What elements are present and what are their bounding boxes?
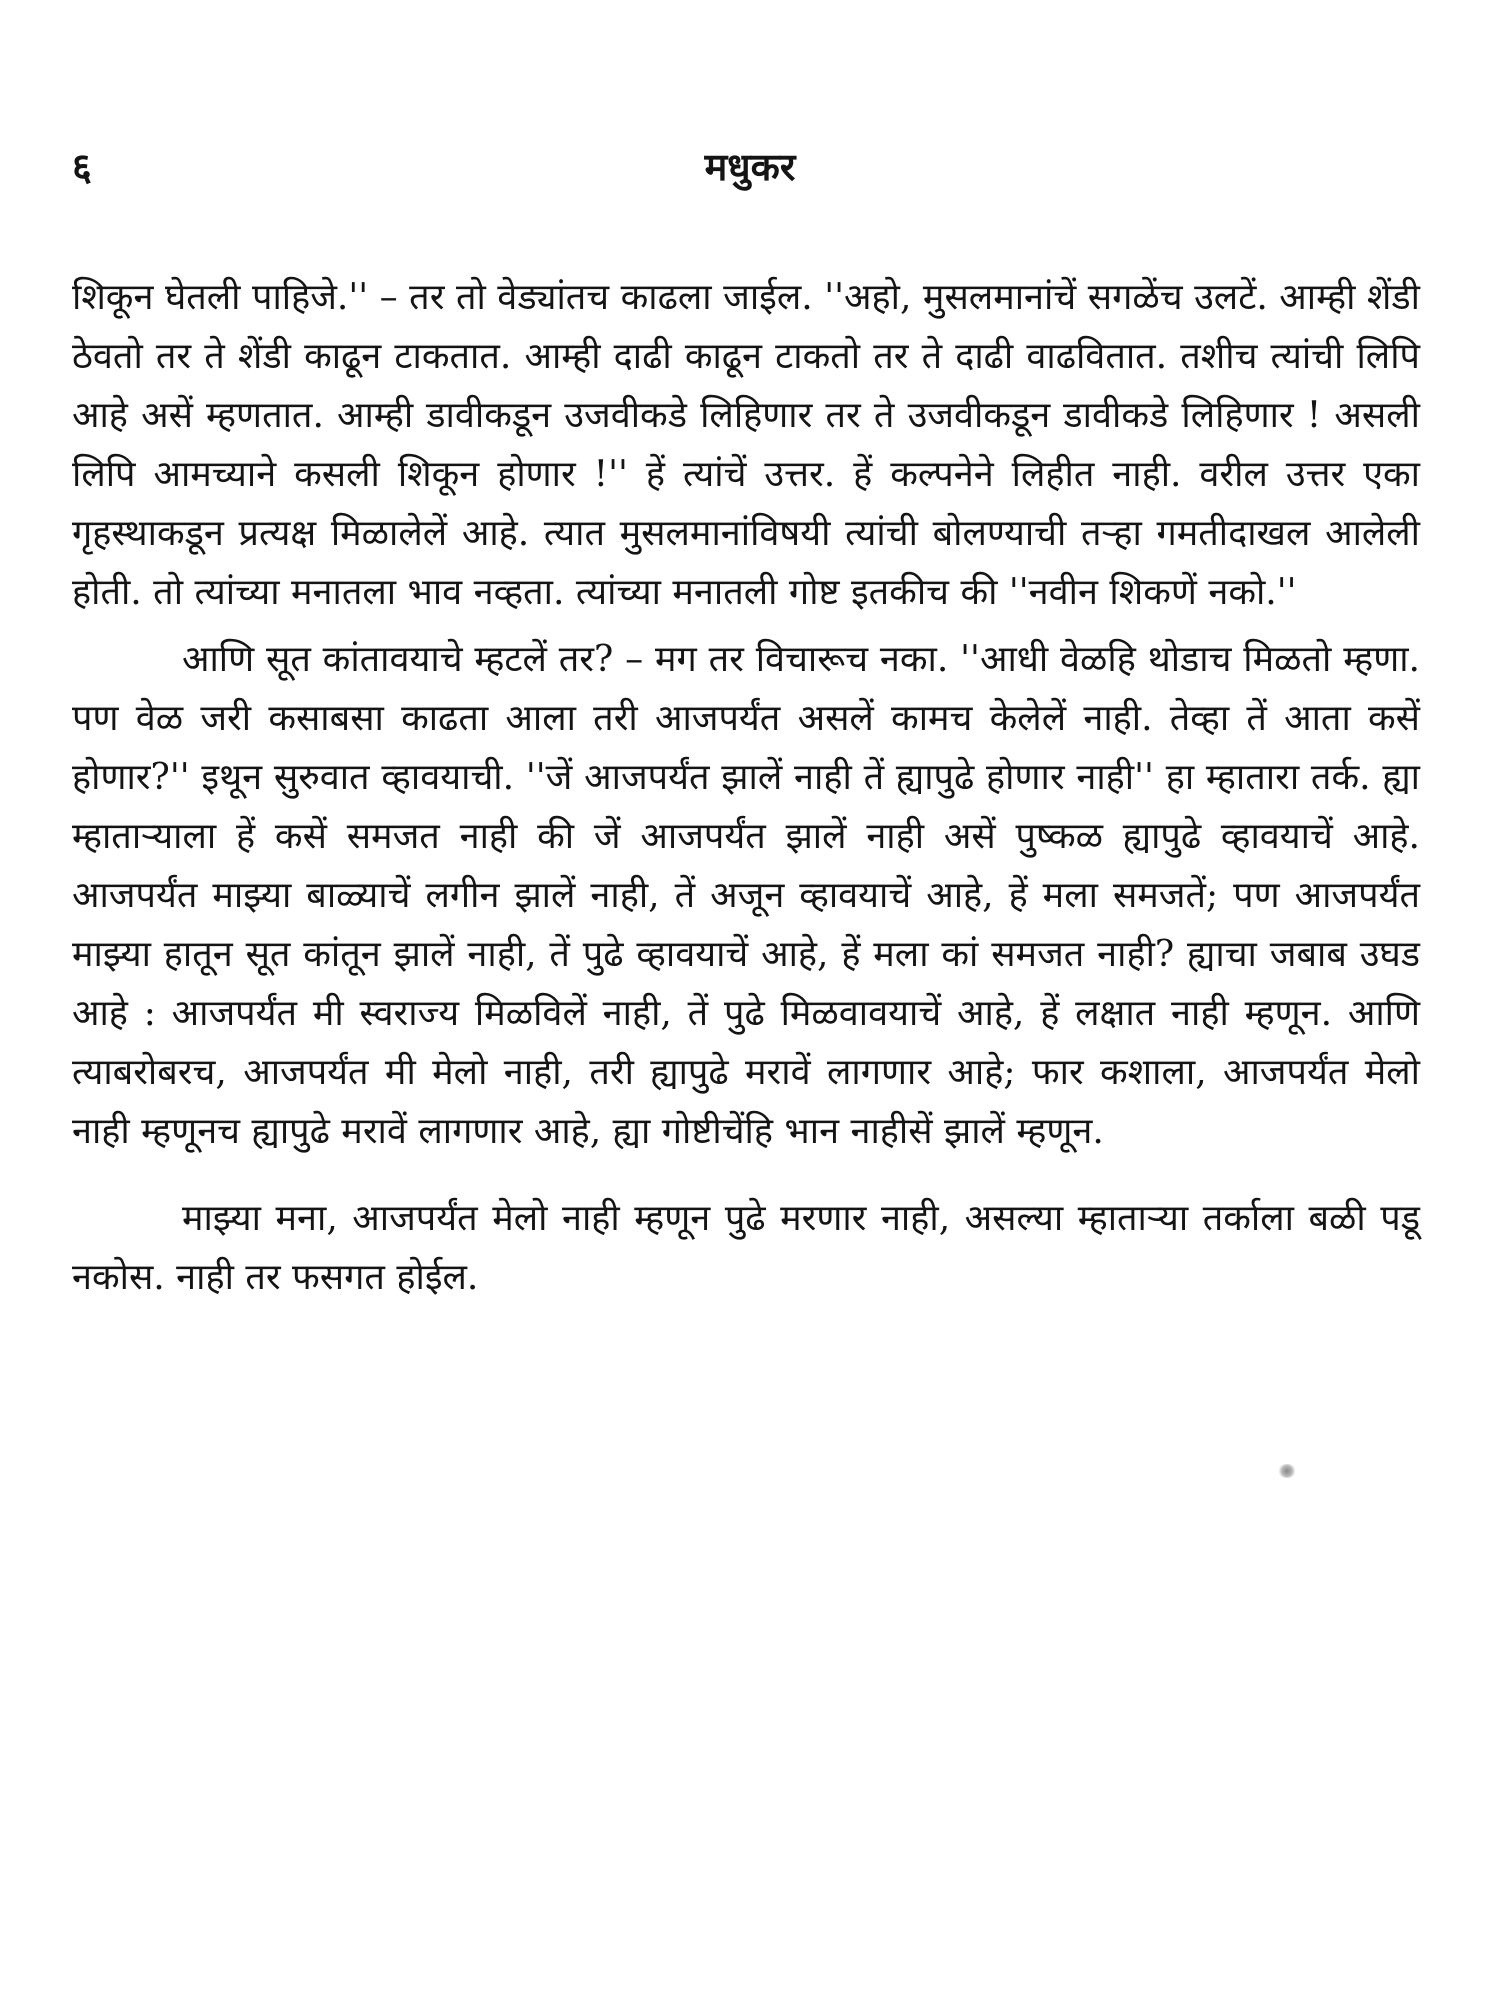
paragraph-2: आणि सूत कांतावयाचे म्हटलें तर? – मग तर विचारूच नका. ''आधी वेळहि थोडाच मिळतो म्हणा. पण वेळ जरी कसाबसा काढता आला तरी आजपर्यंत असलें कामच केलेलें नाही. तेव्हा तें आता कसें होणार?'' इथून सुरुवात व्हावयाची. ''जें आजपर्यंत झालें नाही तें ह्यापुढे होणार नाही'' हा म्हातारा तर्क. ह्या म्हाताऱ्याला हें कसें समजत नाही की जें आजपर्यंत झालें नाही असें पुष्कळ ह्यापुढे व्हावयाचें आहे. आजपर्यंत माझ्या बाळ्याचें लगीन झालें नाही, तें अजून व्हावयाचें आहे, हें मला समजतें; पण आजपर्यंत माझ्या हातून सूत कांतून झालें नाही, तें पुढे व्हावयाचें आहे, हें मला कां समजत नाही? ह्याचा जबाब उघड आहे : आजपर्यंत मी स्वराज्य मिळविलें नाही, तें पुढे मिळवावयाचें आहे, हें लक्षात नाही म्हणून. आणि त्याबरोबरच, आजपर्यंत मी मेलो नाही, तरी ह्यापुढे मरावें लागणार आहे; फार कशाला, आजपर्यंत मेलो नाही म्हणूनच ह्यापुढे मरावें लागणार आहे, ह्या गोष्टीचेंहि भान नाहीसें झालें म्हणून. — [72, 639, 1421, 1152]
page-number: ६ — [72, 144, 92, 189]
paragraph-1: शिकून घेतली पाहिजे.'' – तर तो वेड्यांतच काढला जाईल. ''अहो, मुसलमानांचें सगळेंच उलटें. आम्ही शेंडी ठेवतो तर ते शेंडी काढून टाकतात. आम्ही दाढी काढून टाकतो तर ते दाढी वाढवितात. तशीच त्यांची लिपि आहे असें म्हणतात. आम्ही डावीकडून उजवीकडे लिहिणार तर ते उजवीकडून डावीकडे लिहिणार ! असली लिपि आमच्याने कसली शिकून होणार !'' हें त्यांचें उत्तर. हें कल्पनेने लिहीत नाही. वरील उत्तर एका गृहस्थाकडून प्रत्यक्ष मिळालेलें आहे. त्यात मुसलमानांविषयी त्यांची बोलण्याची तऱ्हा गमतीदाखल आलेली होती. तो त्यांच्या मनातला भाव नव्हता. त्यांच्या मनातली गोष्ट इतकीच की ''नवीन शिकणें नको.'' — [72, 277, 1420, 613]
running-title: मधुकर — [704, 144, 796, 189]
body-text — [72, 268, 1420, 1307]
ink-speck-mark — [1278, 1464, 1296, 1478]
paragraph-3: माझ्या मना, आजपर्यंत मेलो नाही म्हणून पुढे मरणार नाही, असल्या म्हाताऱ्या तर्काला बळी पडू नकोस. नाही तर फसगत होईल. — [72, 1198, 1420, 1298]
